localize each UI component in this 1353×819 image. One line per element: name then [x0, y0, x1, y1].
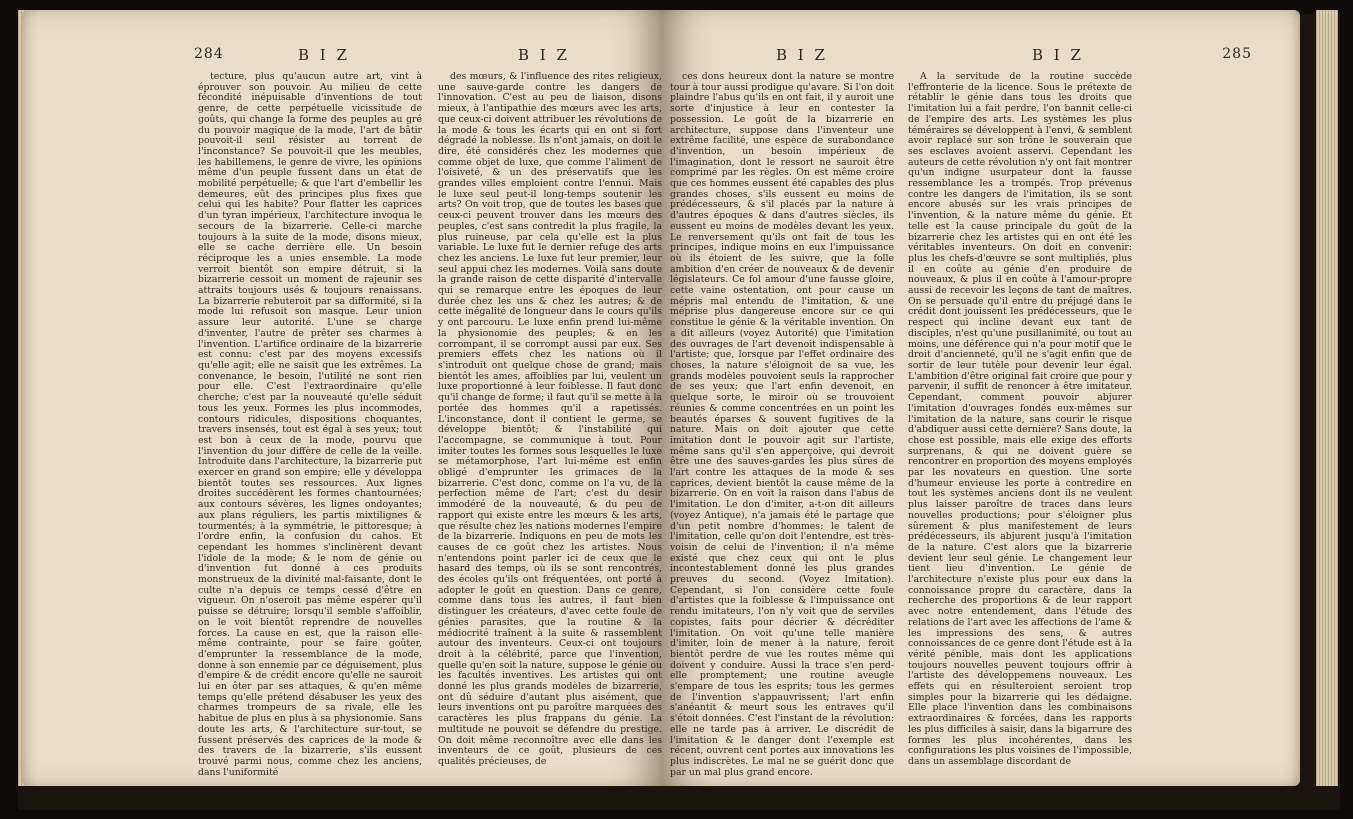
page-number: 284: [194, 46, 224, 62]
text-column: [438, 72, 662, 772]
page-number: 285: [1222, 46, 1252, 62]
left-page-header: [22, 46, 662, 66]
text-column: [908, 72, 1132, 772]
column-text: ces dons heureux dont la nature se montre tour à tour aussi prodigue qu'avare. Si l'on doit plaindre l'abus qu'ils en ont fait, il y auroit une sorte d'injustice à leur en contester la possession. Le goût de la bizarrerie en architecture, suppose dans l'inventeur une extrême facilité, une espèce de surabondance d'invention, un besoin impérieux de l'imagination, dont le ressort ne sauroit être comprimé par les règles. On est même croire que ces hommes eussent été capables des plus grandes choses, s'ils eussent eu moins de prédécesseurs, & s'il placés par la nature à d'autres époques & dans d'autres siècles, ils eussent eu moins de modèles devant les yeux. Le renversement qu'ils ont fait de tous les principes, indique moins en eux l'impuissance où ils étoient de les suivre, que la folle ambition d'en créer de nouveaux & de devenir législateurs. Ce fol amour d'une fausse gloire, cette vaine ostentation, ont pour cause un mépris mal entendu de l'imitation, & une méprise plus dangereuse encore sur ce qui constitue le génie & la véritable invention. On a dit ailleurs (voyez Autorité) que l'imitation des ouvrages de l'art devenoit indispensable à l'artiste; que, lorsque par l'effet ordinaire des choses, la nature s'éloignoit de sa vue, les grands modèles pouvoient seuls la rapprocher de ses yeux; que l'art enfin devenoit, en quelque sorte, le miroir où se trouvoient réunies & comme concentrées en un point les beautés éparses & souvent fugitives de la nature. Mais on doit ajouter que cette imitation dont le pouvoir agit sur l'artiste, même sans qu'il s'en apperçoive, qui devroit être une des sauves-gardes les plus sûres de l'art contre les attaques de la mode & ses caprices, devient bientôt la cause même de la bizarrerie. On en voit la raison dans l'abus de l'imitation. Le don d'imiter, a-t-on dit ailleurs (voyez Antique), n'a jamais été le partage que d'un petit nombre d'hommes: le talent de l'imitation, celle qu'on doit l'entendre, est très-voisin de celui de l'invention; il n'a même existé que chez ceux qui ont le plus incontestablement donné les plus grandes preuves du second. (Voyez Imitation). Cependant, si l'on considère cette foule d'artistes que la foiblesse & l'impuissance ont rendu imitateurs, l'on n'y voit que de serviles copistes, faits pour décrier & décréditer l'imitation. On voit qu'une telle manière d'imiter, loin de mener à la nature, feroit bientôt perdre de vue les routes même qui doivent y conduire. Aussi la trace s'en perd-elle promptement; une routine aveugle s'empare de tous les esprits; tous les germes de l'invention s'appauvrissent; l'art enfin s'anéantit & meurt sous les entraves qu'il s'étoit données. C'est l'instant de la révolution: elle ne tarde pas à arriver. Le discrédit de l'imitation & le danger dont l'exemple est récent, ouvrent cent portes aux innovations les plus indiscrètes. Le mal ne se guérit donc que par un mal plus grand encore.: [670, 71, 894, 778]
column-text: A la servitude de la routine succède l'effronterie de la licence. Sous le prétexte de rétablir le génie dans tous les droits que l'imitation lui a fait perdre, l'on bannit celle-ci de l'empire des arts. Les systèmes les plus téméraires se développent à l'envi, & semblent avoir replacé sur son trône le souverain que ses esclaves avoient asservi. Cependant les auteurs de cette révolution n'y ont fait montrer qu'un indigne usurpateur dont la fausse ressemblance les a trompés. Trop prévenus contre les dangers de l'imitation, ils se sont encore abusés sur les vrais principes de l'invention, & la nature même du génie. Et telle est la cause principale du goût de la bizarrerie chez les artistes qui en ont été les véritables inventeurs. On doit en convenir: plus les chefs-d'œuvre se sont multipliés, plus il en coûte au génie d'en produire de nouveaux, & plus il en coûte à l'amour-propre aussi de recevoir les leçons de tant de maîtres. On se persuade qu'il entre du préjugé dans le crédit dont jouissent les prédécesseurs, que le respect qui incline devant eux tant de disciples, n'est qu'une pusillanimité, ou tout au moins, une déférence qui n'a pour motif que le droit d'ancienneté, qu'il ne s'agit enfin que de sortir de leur tutèle pour devenir leur égal. L'ambition d'être original fait croire que pour y parvenir, il suffit de renoncer à être imitateur. Cependant, comment pouvoir abjurer l'imitation d'ouvrages fondés eux-mêmes sur l'imitation de la nature, sans courir le risque d'abdiquer aussi cette dernière? Sans doute, la chose est possible, mais elle exige des efforts surprenans, & qui ne doivent guère se rencontrer en proportion des moyens employés par les novateurs en question. Une sorte d'humeur envieuse les porte à contredire en tout les systèmes anciens dont ils ne veulent plus laisser paroître de traces dans leurs nouvelles productions; pour s'éloigner plus sûrement & plus manifestement de leurs prédécesseurs, ils abjurent jusqu'à l'imitation de la nature. C'est alors que la bizarrerie devient leur seul génie. Le changement leur tient lieu d'invention. Le génie de l'architecture n'existe plus pour eux dans la connoissance propre du caractère, dans la recherche des proportions & de leur rapport avec notre entendement, dans l'étude des relations de l'art avec les affections de l'ame & les impressions des sens, & autres connoissances de ce genre dont l'étude est à la vérité pénible, mais dont les applications toujours nouvelles peuvent toujours offrir à l'artiste des développemens nouveaux. Les effets qui en résulteroient seroient trop simples pour la bizarrerie qui les dédaigne. Elle place l'invention dans les combinaisons extraordinaires & forcées, dans les rapports les plus difficiles à saisir, dans la bigarrure des formes les plus incohérentes, dans les configurations les plus voisines de l'impossible, dans un assemblage discordant de: [908, 71, 1132, 767]
right-page-edges: [1316, 10, 1338, 786]
right-page-header: [662, 46, 1300, 66]
text-column: [670, 71, 894, 778]
left-page: [22, 10, 662, 786]
column-text: tecture, plus qu'aucun autre art, vint à éprouver son pouvoir. Au milieu de cette fécondité inépuisable d'inventions de tout genre, de cette perpétuelle vicissitude de goûts, qui change la forme des peuples au gré du pouvoir magique de la mode, l'art de bâtir pouvoit-il seul résister au torrent de l'inconstance? Se pouvoit-il que les meubles, les habillemens, le genre de vivre, les opinions même d'un peuple fussent dans un état de mobilité perpétuelle; & que l'art d'embellir les demeures, eût des principes plus fixes que celui qui les habite? Pour flatter les caprices d'un tyran impérieux, l'architecture invoqua le secours de la bizarrerie. Celle-ci marche toujours à la suite de la mode, disons mieux, elle se cache derrière elle. Un besoin réciproque les a unies ensemble. La mode verroit bientôt son empire détruit, si la bizarrerie cessoit un moment de rajeunir ses attraits toujours usés & toujours renaissans. La bizarrerie rebuteroit par sa difformité, si la mode lui refusoit son masque. Leur union assure leur autorité. L'une se charge d'inventer, l'autre de prêter ses charmes à l'invention. L'artifice ordinaire de la bizarrerie est connu: c'est par des moyens excessifs qu'elle agit; elle ne saisit que les extrêmes. La convenance, le besoin, l'utilité ne sont rien pour elle. C'est l'extraordinaire qu'elle cherche; c'est par la nouveauté qu'elle séduit tous les yeux. Formes les plus incommodes, contours ridicules, dispositions choquantes, travers insensés, tout est égal à ses yeux; tout est bon à ceux de la mode, pourvu que l'invention du jour diffère de celle de la veille. Introduite dans l'architecture, la bizarrerie put exercer en grand son empire; elle y développa bientôt toutes ses ressources. Aux lignes droites succédèrent les formes chantournées; aux contours sévères, les lignes ondoyantes; aux plans réguliers, les partis mixtilignes & tourmentés; à la symmétrie, le pittoresque; à l'ordre enfin, la confusion du cahos. Et cependant les hommes s'inclinèrent devant l'idole de la mode; & le nom de génie ou d'invention fut donné à ces produits monstrueux de la divinité mal-faisante, dont le culte n'a depuis ce temps cessé d'être en vigueur. On n'oseroit pas même espérer qu'il puisse se détruire; lorsqu'il semble s'affoiblir, on le voit bientôt reprendre de nouvelles forces. La cause en est, que la raison elle-même contrainte, pour se faire goûter, d'emprunter la ressemblance de la mode, donne à son ennemie par ce déguisement, plus d'empire & de crédit encore qu'elle ne sauroit lui en ôter par ses attaques, & qu'en même temps qu'elle prétend désabuser les yeux des charmes trompeurs de sa rivale, elle les habitue de plus en plus à sa physionomie. Sans doute les arts, & l'architecture sur-tout, se fussent préservés des caprices de la mode & des travers de la bizarrerie, s'ils eussent trouvé parmi nous, comme chez les anciens, dans l'uniformité: [198, 71, 422, 778]
running-headword: B I Z: [776, 46, 828, 64]
text-column: [198, 71, 422, 778]
right-page: [662, 10, 1300, 786]
column-text: des mœurs, & l'influence des rites religieux, une sauve-garde contre les dangers de l'innovation. C'est au peu de liaison, disons mieux, à l'antipathie des mœurs avec les arts, que ceux-ci doivent attribuer les révolutions de la mode & tous les écarts qui en ont si fort dégradé la noblesse. Ils n'ont jamais, on doit le dire, été considérés chez les modernes que comme objet de luxe, que comme l'aliment de l'oisiveté, & un des préservatifs que les grandes villes emploient contre l'ennui. Mais le luxe seul peut-il long-temps soutenir les arts? On voit trop, que de toutes les bases que ceux-ci peuvent trouver dans les mœurs des peuples, c'est sans contredit la plus fragile, la plus ruineuse, par cela qu'elle est la plus variable. Le luxe fut le dernier refuge des arts chez les anciens. Le luxe fut leur premier, leur seul appui chez les modernes. Voilà sans doute la grande raison de cette disparité d'intervalle qui se remarque entre les époques de leur durée chez les uns & chez les autres; & de cette inégalité de longueur dans le cours qu'ils y ont parcouru. Le luxe enfin prend lui-même la physionomie des peuples; & en les corrompant, il se corrompt aussi par eux. Ses premiers effets chez les nations où il s'introduit ont quelque chose de grand; mais bientôt les ames, affoiblies par lui, veulent un luxe proportionné à leur foiblesse. Il faut donc qu'il change de forme; il faut qu'il se mette à la portée des hommes qu'il a rapetissés. L'inconstance, dont il contient le germe, se développe bientôt; & l'instabilité qui l'accompagne, se communique à tout. Pour imiter toutes les formes sous lesquelles le luxe se métamorphose, l'art lui-même est enfin obligé d'emprunter les grimaces de la bizarrerie. C'est donc, comme on l'a vu, de la perfection même de l'art; c'est du desir immodéré de la nouveauté, & du peu de rapport qui existe entre les mœurs & les arts, que résulte chez les nations modernes l'empire de la bizarrerie. Indiquons en peu de mots les causes de ce goût chez les artistes. Nous n'entendons point parler ici de ceux que le hasard des temps, où ils se sont rencontrés, des écoles qu'ils ont fréquentées, ont porté à adopter le goût en question. Dans ce genre, comme dans tous les autres, il faut bien distinguer les créateurs, d'avec cette foule de génies parasites, que la routine & la médiocrité traînent à la suite & rassemblent autour des inventeurs. Ceux-ci ont toujours droit à la célébrité, parce que l'invention, quelle qu'en soit la nature, suppose le génie ou les facultés inventives. Les artistes qui ont donné les plus grands modèles de bizarrerie, ont dû séduire d'autant plus aisément, que leurs inventions ont pu paroître marquées des caractères les plus frappans du génie. La multitude ne pouvoit se défendre du prestige. On doit même reconnoître avec elle dans les inventeurs de ce goût, plusieurs de ces qualités précieuses, de: [438, 71, 662, 767]
running-headword: B I Z: [298, 46, 350, 64]
running-headword: B I Z: [518, 46, 570, 64]
running-headword: B I Z: [1032, 46, 1084, 64]
